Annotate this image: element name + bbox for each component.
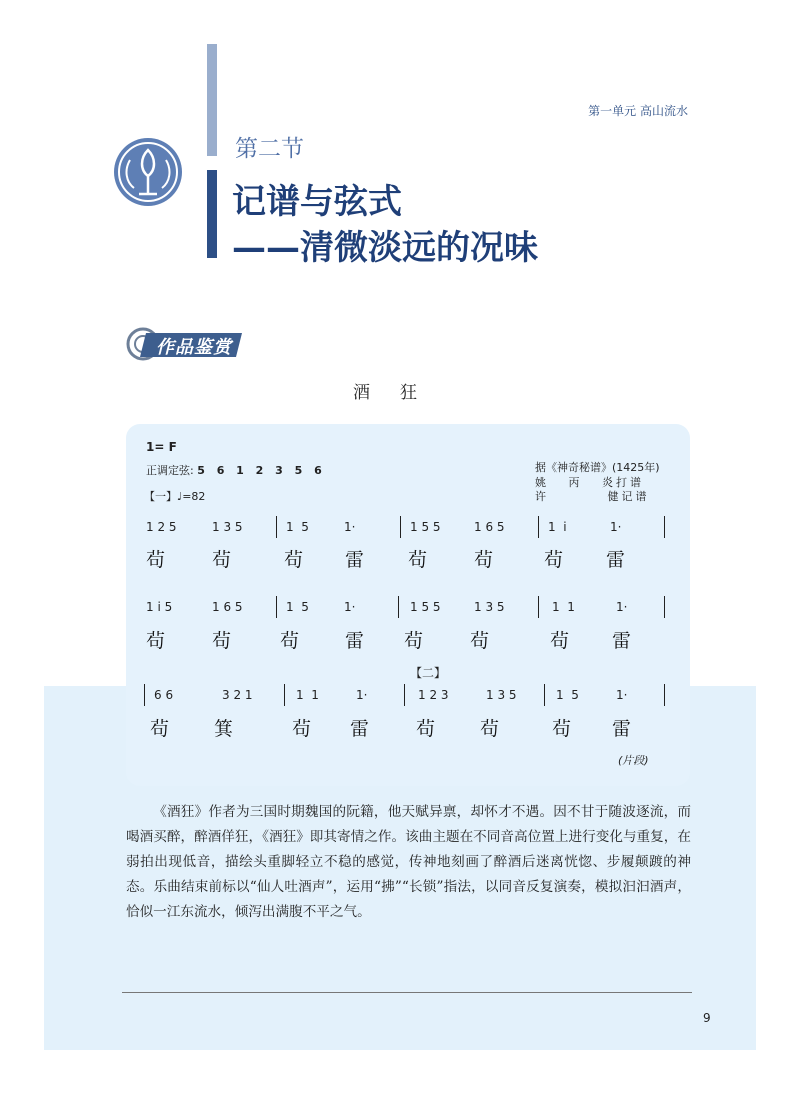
header-bar-light	[207, 44, 217, 156]
page-title-line2: ——清微淡远的况味	[232, 228, 538, 268]
guqin-emblem-icon	[112, 136, 184, 208]
piece-title: 酒狂	[353, 383, 447, 403]
score-source: 据《神奇秘谱》(1425年)	[535, 461, 660, 474]
score-editor-2: 许 健记谱	[535, 490, 650, 503]
description-text: 《酒狂》作者为三国时期魏国的阮籍，他天赋异禀，却怀才不遇。因不甘于随波逐流，而喝酒买醉，醉酒佯狂，《酒狂》即其寄情之作。该曲主题在不同音高位置上进行变化与重复，在弱拍出现低音，描绘头重脚轻立不稳的感觉，传神地刻画了醉酒后迷离恍惚、步履颠踱的神态。乐曲结束前标以“仙人吐酒声”，运用“拂”“长锁”指法，以同音反复演奏，模拟汩汩酒声，恰似一江东流水，倾泻出满腹不平之气。	[126, 804, 691, 920]
tuning-label: 正调定弦:	[146, 464, 194, 477]
score-editor-1: 姚 丙 炎打谱	[535, 476, 644, 489]
description-paragraph	[126, 800, 691, 925]
tuning-notes: 5 6 1 2 3 5 6	[197, 464, 326, 477]
page-title-line1: 记谱与弦式	[232, 182, 402, 222]
score-key: 1= F	[146, 440, 177, 454]
footer-rule	[122, 992, 692, 993]
snippet-label: (片段)	[618, 754, 649, 767]
tuning-line	[146, 462, 326, 478]
badge-label: 作品鉴赏	[156, 337, 232, 358]
page-number: 9	[703, 1011, 711, 1025]
header-bar-dark	[207, 170, 217, 258]
unit-label: 第一单元 高山流水	[588, 104, 688, 118]
section-number: 第二节	[235, 136, 304, 162]
section-one-marker: 【一】♩=82	[144, 490, 206, 503]
